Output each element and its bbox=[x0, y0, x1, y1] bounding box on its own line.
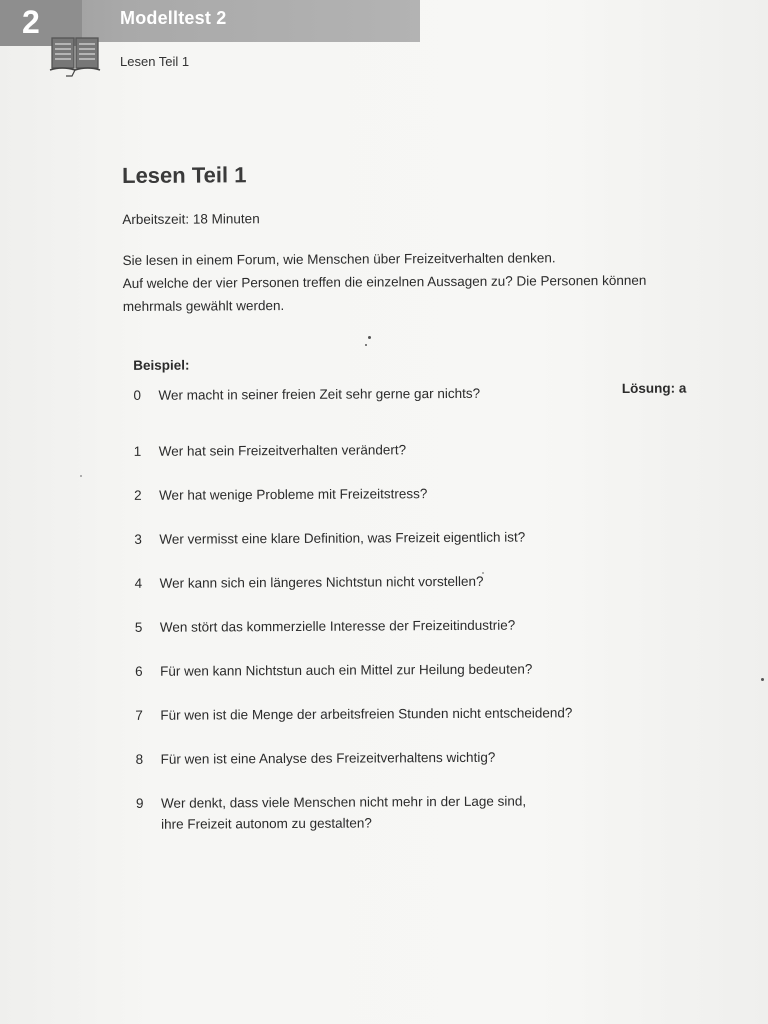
example-question bbox=[133, 382, 686, 406]
example-label: Beispiel: bbox=[133, 357, 190, 373]
question-number: 1 bbox=[133, 443, 142, 459]
question-item bbox=[135, 657, 705, 681]
section-heading: Lesen Teil 1 bbox=[122, 162, 247, 188]
question-item bbox=[134, 437, 704, 461]
question-text: Wer denkt, dass viele Menschen nicht mehr in der Lage sind, bbox=[160, 793, 527, 811]
scan-speck bbox=[368, 336, 371, 339]
worktime: Arbeitszeit: 18 Minuten bbox=[122, 211, 260, 227]
question-item bbox=[136, 789, 706, 834]
question-item bbox=[135, 701, 705, 725]
question-item bbox=[134, 481, 704, 505]
question-text-continuation: ihre Freizeit autonom zu gestalten? bbox=[161, 815, 372, 832]
scan-speck bbox=[761, 678, 764, 681]
instruction-line: Sie lesen in einem Forum, wie Menschen über Freizeitverhalten denken. bbox=[122, 250, 556, 268]
question-number: 8 bbox=[135, 751, 144, 767]
chapter-number: 2 bbox=[22, 4, 40, 40]
question-number: 5 bbox=[134, 619, 143, 635]
question-number: 3 bbox=[134, 531, 142, 547]
example-block bbox=[133, 354, 703, 405]
scan-speck bbox=[80, 475, 82, 477]
question-text: Wer hat wenige Probleme mit Freizeitstress? bbox=[158, 486, 428, 503]
question-text: Für wen kann Nichtstun auch ein Mittel zur Heilung bedeuten? bbox=[160, 661, 533, 679]
book-icon bbox=[48, 36, 104, 78]
question-item bbox=[134, 525, 704, 549]
question-number: 7 bbox=[135, 707, 143, 723]
header-subtitle: Lesen Teil 1 bbox=[120, 54, 190, 69]
scan-speck bbox=[482, 572, 484, 574]
question-text: Wer hat sein Freizeitverhalten verändert? bbox=[158, 442, 407, 459]
question-item bbox=[135, 613, 705, 637]
instructions bbox=[123, 245, 703, 318]
question-item bbox=[135, 569, 705, 593]
question-number: 0 bbox=[133, 387, 141, 403]
question-text: Wen stört das kommerzielle Interesse der Freizeitindustrie? bbox=[159, 617, 516, 635]
header-title: Modelltest 2 bbox=[120, 8, 227, 28]
question-text: Wer kann sich ein längeres Nichtstun nicht vorstellen? bbox=[159, 573, 484, 591]
question-item bbox=[136, 745, 706, 769]
question-number: 2 bbox=[133, 487, 142, 503]
instruction-line: Auf welche der vier Personen treffen die einzelnen Aussagen zu? Die Personen können mehrmals gewählt werden. bbox=[122, 272, 647, 314]
questions-list bbox=[134, 437, 706, 834]
question-number: 4 bbox=[134, 575, 143, 591]
solution-label: Lösung: a bbox=[621, 380, 687, 396]
question-text: Wer macht in seiner freien Zeit sehr gerne gar nichts? bbox=[158, 385, 481, 403]
content bbox=[122, 158, 706, 858]
question-number: 6 bbox=[135, 663, 143, 679]
question-text: Für wen ist eine Analyse des Freizeitverhaltens wichtig? bbox=[160, 749, 496, 767]
scan-speck bbox=[365, 344, 367, 346]
question-text: Wer vermisst eine klare Definition, was Freizeit eigentlich ist? bbox=[159, 529, 526, 547]
question-text: Für wen ist die Menge der arbeitsfreien Stunden nicht entscheidend? bbox=[160, 705, 573, 723]
question-number: 9 bbox=[135, 795, 144, 811]
